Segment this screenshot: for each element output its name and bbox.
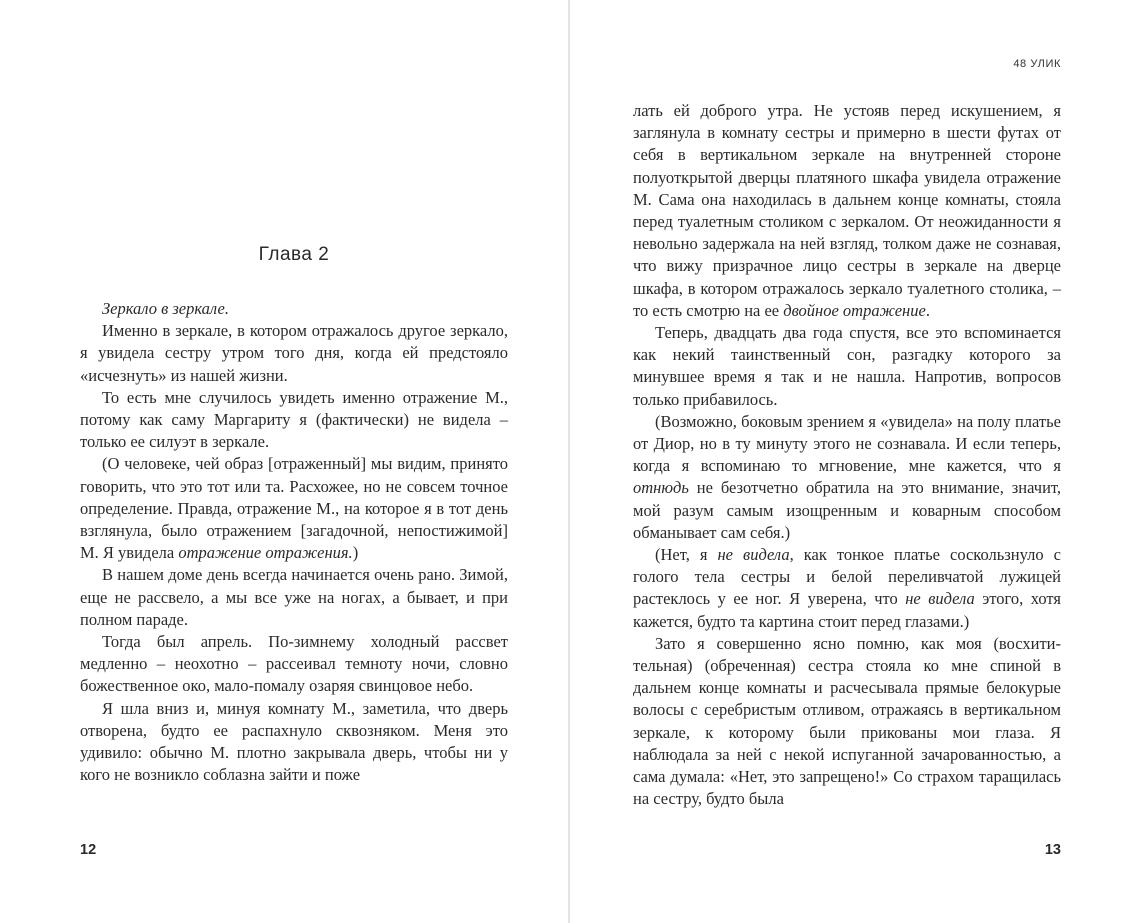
page-number: 13: [1044, 842, 1061, 858]
page-number: 12: [80, 842, 97, 858]
emphasis-text: отражение отражения.: [178, 543, 353, 563]
text-run: Я шла вниз и, минуя комнату М., заметила, что дверь отворена, будто ее распахнуло сквозняком. Меня это удивило: обычно М. плотно закрывала дверь, чтобы ни у кого не возникло соблазна зайти и поже: [80, 698, 508, 785]
text-run: Именно в зеркале, в котором отражалось другое зеркало, я увидела сестру утром того дня, когда ей предстояло «исчезнуть» из нашей жизни.: [80, 321, 508, 385]
text-run: ): [352, 543, 359, 563]
paragraph: [80, 387, 508, 454]
emphasis-text: не видела: [905, 589, 975, 609]
text-run: , как тонкое платье соскользнуло с голого тела сестры и белой переливчатой лужицей растеклось у ее ног. Я уверена, что: [633, 545, 1061, 609]
right-page: [633, 0, 1061, 923]
paragraph: [633, 100, 1061, 322]
text-run: То есть мне случилось увидеть именно отражение М., потому как саму Маргариту я (фактически) не видела – только ее силуэт в зеркале.: [80, 387, 508, 452]
paragraph: [80, 631, 508, 698]
paragraph: [633, 633, 1061, 811]
text-run: (Нет, я: [655, 545, 718, 565]
text-run: Теперь, двадцать два года спустя, все это вспоминается как некий таинственный сон, разгадку которого за минувшее время я так и не нашла. Напротив, вопросов только прибавилось.: [633, 323, 1061, 409]
text-run: Зато я совершенно ясно помню, как моя (восхитительная) (обреченная) сестра стояла ко мне спиной в дальнем конце комнаты и расчесывала прямые белокурые волосы с серебристым отливом, отражаясь в вертикальном зеркале, к которому были прикованы мои глаза. Я наблюдала за ней с некой испуганной зачарованностью, а сама думала: «Нет, это запрещено!» Со страхом таращилась на сестру, будто была: [633, 633, 1061, 809]
paragraph: [633, 544, 1061, 633]
text-run: .: [925, 300, 930, 320]
text-run: лать ей доброго утра. Не устояв перед искушением, я заглянула в комнату сестры и примерно в шести футах от себя в вертикальном зеркале на внутренней стороне полуоткрытой дверцы платяного шкафа увидела отражение М. Сама она находилась в дальнем конце комнаты, стояла перед туалетным столиком с зеркалом. От неожиданности я невольно задержала на ней взгляд, толком даже не сознавая, что вижу призрачное лицо сестры в зеркале на дверце шкафа, в котором отражалось зеркало туалетного столика, – то есть смотрю на ее: [633, 101, 1061, 320]
emphasis-text: не видела: [717, 545, 790, 565]
paragraph: [80, 298, 508, 320]
text-run: Тогда был апрель. По-зимнему холодный рассвет медленно – неохотно – рассеивал темноту ночи, словно божественное око, мало-помалу озаряя свинцовое небо.: [80, 632, 508, 696]
text-run: Зеркало в зеркале.: [102, 299, 229, 318]
text-run: (О человеке, чей образ [отраженный] мы видим, принято говорить, что это тот или та. Расхожее, но не совсем точное определение. Правда, отражение М., на которое я в тот день взглянула, было отражением [загадочной, непостижимой] М. Я увидела: [80, 454, 508, 563]
text-run: этого, хотя кажется, будто та картина стоит перед глазами.): [633, 589, 1062, 631]
emphasis-text: отнюдь: [633, 478, 689, 498]
text-run: (Возможно, боковым зрением я «увидела» на полу платье от Диор, но в ту минуту этого не сознавала. И если теперь, когда я вспоминаю то мгновение, мне кажется, что я: [633, 411, 1061, 476]
running-head: 48 УЛИК: [1013, 58, 1061, 70]
text-run: не безотчетно обратила на это внимание, значит, мой разум самым изощренным и коварным способом обманывает сам себя.): [633, 478, 1061, 542]
paragraph: [80, 564, 508, 631]
book-spine: [568, 0, 570, 923]
emphasis-text: двойное отражение: [783, 300, 926, 320]
paragraph: [633, 322, 1061, 411]
paragraph: [80, 320, 508, 387]
left-page-text: [80, 298, 508, 786]
text-run: В нашем доме день всегда начинается очень рано. Зимой, еще не рассвело, а мы все уже на ногах, а бывает, и при полном параде.: [80, 565, 508, 629]
paragraph: [80, 453, 508, 564]
right-page-text: [633, 100, 1061, 811]
paragraph: [80, 698, 508, 787]
chapter-title: Глава 2: [258, 244, 330, 265]
left-page: [80, 0, 508, 923]
paragraph: [633, 411, 1061, 544]
